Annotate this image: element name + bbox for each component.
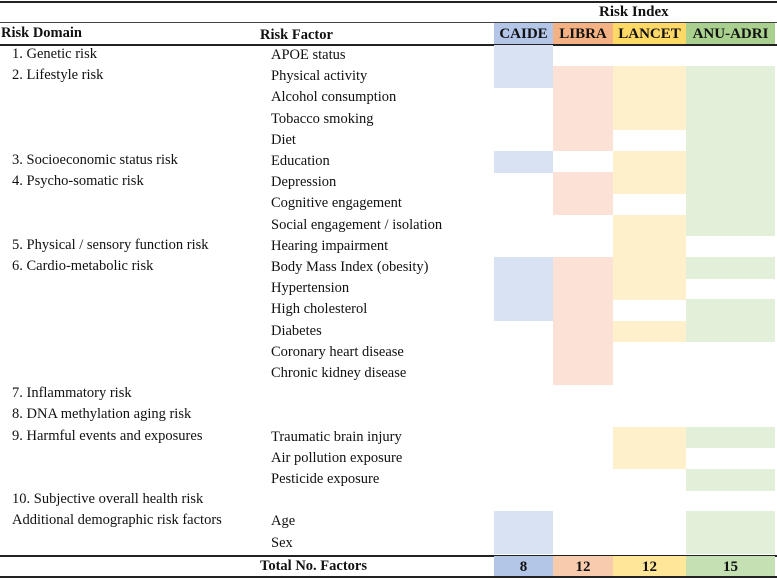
- risk-factor-label: Hypertension: [271, 280, 350, 297]
- mark-anu-adri: [686, 427, 775, 449]
- mark-libra: [553, 130, 613, 152]
- mark-libra: [553, 66, 613, 88]
- mark-libra: [553, 193, 613, 215]
- mark-caide: [494, 45, 553, 67]
- risk-factor-label: Tobacco smoking: [271, 110, 374, 127]
- mark-caide: [494, 151, 553, 173]
- risk-domain-label: 8. DNA methylation aging risk: [12, 406, 192, 423]
- mark-libra: [553, 172, 613, 194]
- mark-lancet: [613, 448, 686, 470]
- mark-anu-adri: [686, 321, 775, 343]
- mark-lancet: [613, 66, 686, 88]
- mark-lancet: [613, 215, 686, 237]
- index-header-caide: CAIDE: [494, 23, 553, 44]
- mark-lancet: [613, 87, 686, 109]
- mark-caide: [494, 257, 553, 279]
- mark-libra: [553, 342, 613, 364]
- mark-lancet: [613, 427, 686, 449]
- mark-anu-adri: [686, 257, 775, 279]
- risk-factor-label: Pesticide exposure: [271, 471, 380, 487]
- mark-caide: [494, 533, 553, 555]
- total-label: Total No. Factors: [260, 558, 367, 574]
- mark-lancet: [613, 278, 686, 300]
- risk-factor-label: Diabetes: [271, 322, 322, 339]
- header-rule: [0, 44, 777, 46]
- risk-domain-label: 10. Subjective overall health risk: [12, 491, 204, 508]
- mark-libra: [553, 299, 613, 321]
- risk-domain-label: 9. Harmful events and exposures: [12, 427, 203, 444]
- mark-caide: [494, 66, 553, 88]
- mark-anu-adri: [686, 130, 775, 152]
- risk-factor-label: Physical activity: [271, 68, 368, 85]
- risk-domain-label: 4. Psycho-somatic risk: [12, 173, 144, 190]
- col-header-risk-factor: Risk Factor: [260, 27, 333, 43]
- risk-factor-label: Social engagement / isolation: [271, 216, 443, 233]
- mark-anu-adri: [686, 511, 775, 533]
- mark-caide: [494, 278, 553, 300]
- mark-anu-adri: [686, 109, 775, 131]
- mark-anu-adri: [686, 151, 775, 173]
- mark-caide: [494, 299, 553, 321]
- mark-libra: [553, 109, 613, 131]
- risk-factor-label: Education: [271, 153, 330, 169]
- mark-anu-adri: [686, 469, 775, 491]
- total-libra: 12: [553, 556, 613, 576]
- risk-factor-label: Air pollution exposure: [271, 449, 403, 466]
- risk-domain-label: 6. Cardio-metabolic risk: [12, 258, 154, 274]
- group-header-risk-index: Risk Index: [599, 4, 669, 20]
- risk-factor-label: Body Mass Index (obesity): [271, 259, 429, 275]
- total-lancet: 12: [613, 556, 686, 576]
- total-caide: 8: [494, 556, 553, 576]
- risk-factor-label: Diet: [271, 131, 296, 148]
- risk-domain-label: 7. Inflammatory risk: [12, 385, 132, 402]
- mark-lancet: [613, 151, 686, 173]
- total-anu-adri: 15: [686, 556, 775, 576]
- mark-anu-adri: [686, 87, 775, 109]
- mark-anu-adri: [686, 172, 775, 194]
- mark-lancet: [613, 172, 686, 194]
- risk-factor-label: Chronic kidney disease: [271, 365, 407, 381]
- mark-anu-adri: [686, 533, 775, 555]
- mark-libra: [553, 363, 613, 385]
- risk-factor-label: Age: [271, 513, 296, 530]
- risk-domain-label: 3. Socioeconomic status risk: [12, 152, 178, 168]
- risk-factor-label: Depression: [271, 174, 337, 191]
- mark-anu-adri: [686, 193, 775, 215]
- mark-libra: [553, 321, 613, 343]
- risk-factor-label: Sex: [271, 534, 293, 551]
- mark-lancet: [613, 109, 686, 131]
- index-header-anu-adri: ANU-ADRI: [686, 23, 775, 44]
- risk-factor-label: Traumatic brain injury: [271, 428, 402, 445]
- risk-factor-label: Coronary heart disease: [271, 343, 404, 360]
- mark-libra: [553, 278, 613, 300]
- mark-anu-adri: [686, 66, 775, 88]
- risk-factor-label: APOE status: [271, 47, 346, 63]
- mark-libra: [553, 257, 613, 279]
- mark-lancet: [613, 257, 686, 279]
- risk-factor-label: Alcohol consumption: [271, 89, 397, 106]
- risk-factor-label: Hearing impairment: [271, 237, 389, 254]
- index-header-libra: LIBRA: [553, 23, 613, 44]
- risk-domain-label: 2. Lifestyle risk: [12, 67, 104, 84]
- risk-factor-label: High cholesterol: [271, 301, 368, 318]
- risk-factor-label: Cognitive engagement: [271, 195, 402, 212]
- mark-lancet: [613, 321, 686, 343]
- risk-domain-label: Additional demographic risk factors: [12, 512, 222, 529]
- index-header-lancet: LANCET: [613, 23, 686, 44]
- risk-domain-label: 5. Physical / sensory function risk: [12, 236, 209, 253]
- top-rule: [0, 1, 777, 3]
- mark-anu-adri: [686, 215, 775, 237]
- mark-libra: [553, 87, 613, 109]
- mark-anu-adri: [686, 299, 775, 321]
- mark-caide: [494, 511, 553, 533]
- col-header-risk-domain: Risk Domain: [1, 25, 82, 41]
- mark-lancet: [613, 236, 686, 258]
- bottom-rule: [0, 576, 777, 578]
- risk-domain-label: 1. Genetic risk: [12, 46, 97, 62]
